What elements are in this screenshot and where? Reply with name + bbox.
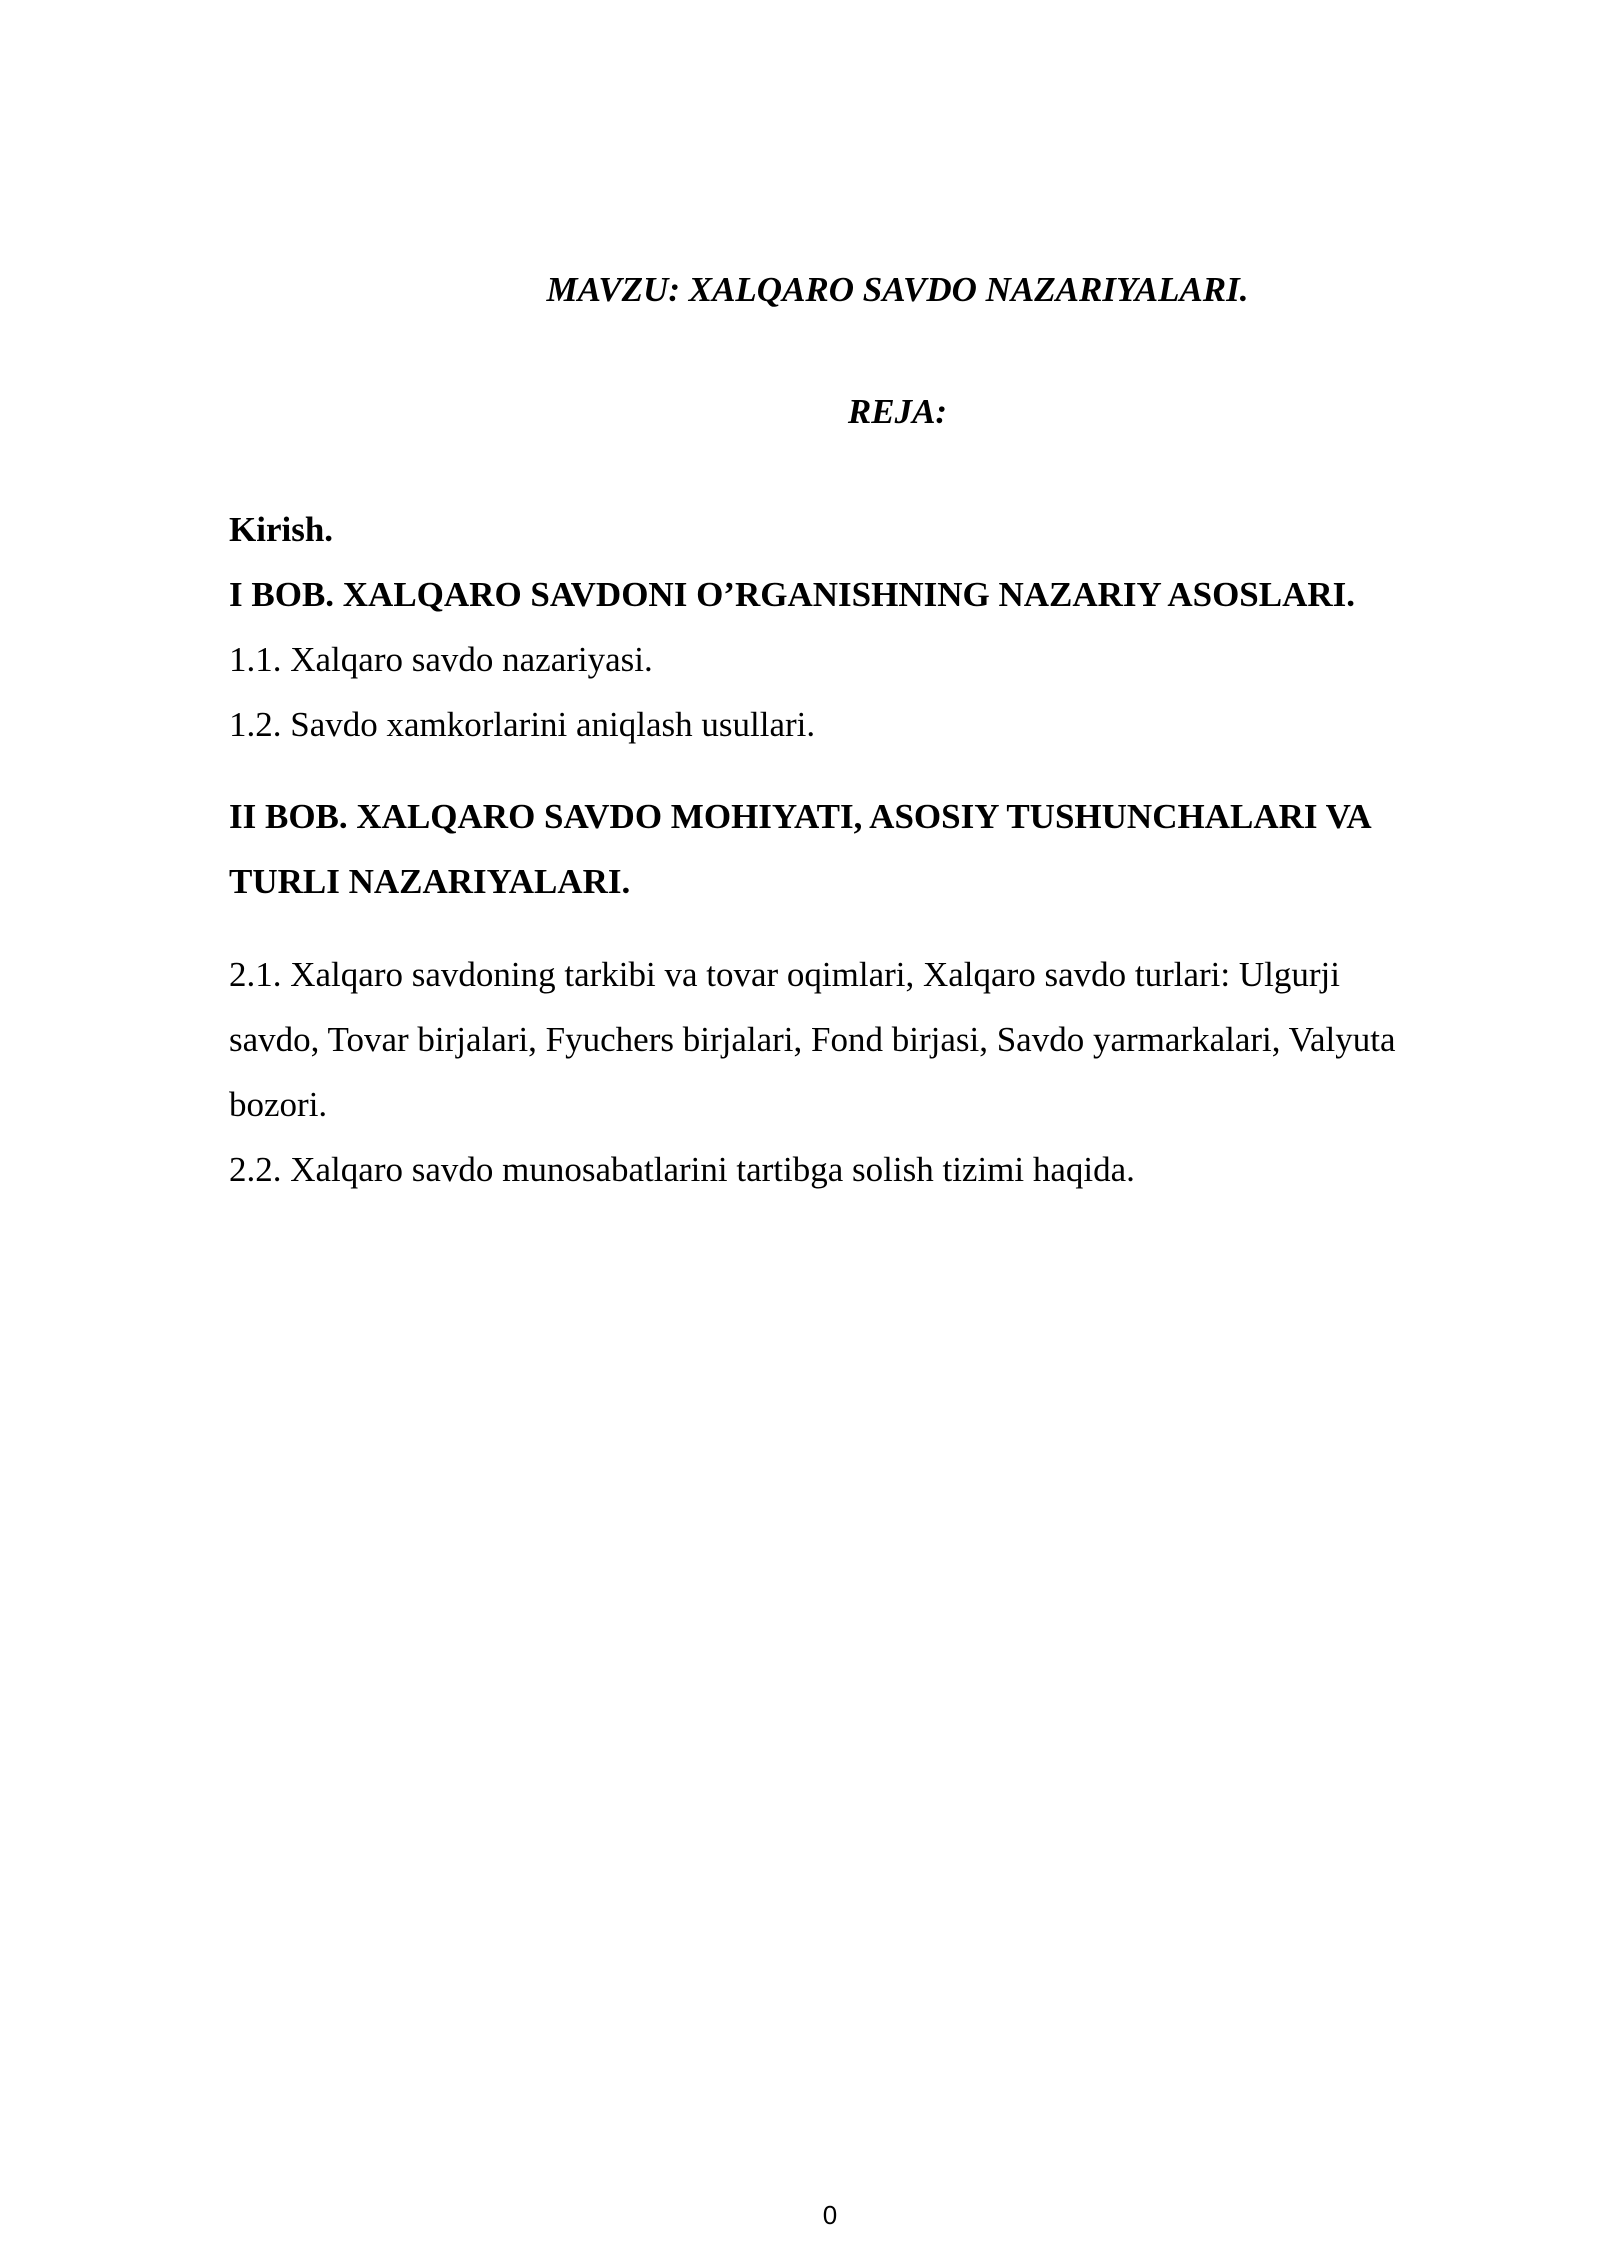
outline-intro: Kirish. <box>229 510 334 549</box>
outline-chapter-2-line-2: TURLI NAZARIYALARI. <box>229 862 631 901</box>
outline-chapter-2-line-1: II BOB. XALQARO SAVDO MOHIYATI, ASOSIY TUSHUNCHALARI VA <box>229 797 1372 836</box>
document-topic-title: MAVZU: XALQARO SAVDO NAZARIYALARI. <box>546 270 1249 309</box>
outline-section-1-2: 1.2. Savdo xamkorlarini aniqlash usullari. <box>229 705 816 744</box>
outline-section-1-1: 1.1. Xalqaro savdo nazariyasi. <box>229 640 653 679</box>
plan-heading: REJA: <box>847 392 948 431</box>
outline-section-2-1-line-2: savdo, Tovar birjalari, Fyuchers birjalari, Fond birjasi, Savdo yarmarkalari, Valyuta <box>229 1020 1396 1059</box>
outline-chapter-1: I BOB. XALQARO SAVDONI O’RGANISHNING NAZARIY ASOSLARI. <box>229 575 1356 614</box>
page-number: 0 <box>822 2200 838 2230</box>
outline-section-2-1-line-3: bozori. <box>229 1085 328 1124</box>
outline-section-2-2: 2.2. Xalqaro savdo munosabatlarini tartibga solish tizimi haqida. <box>229 1150 1135 1189</box>
outline-section-2-1-line-1: 2.1. Xalqaro savdoning tarkibi va tovar oqimlari, Xalqaro savdo turlari: Ulgurji <box>229 955 1340 994</box>
